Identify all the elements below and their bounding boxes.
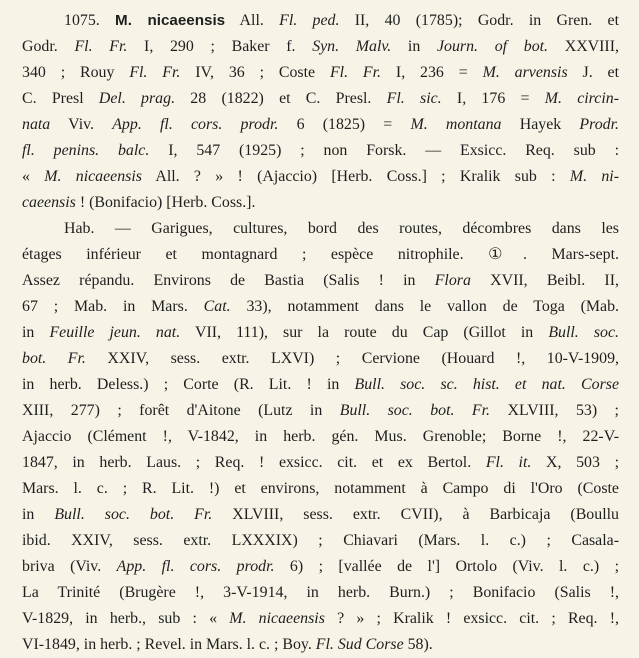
habitat-line: in Feuille jeun. nat. VII, 111), sur la route du Cap (Gillot in Bull. soc. xyxy=(22,324,619,341)
habitat-line: VI-1849, in herb. ; Revel. in Mars. l. c. ; Boy. Fl. Sud Corse 58). xyxy=(22,636,433,653)
habitat-line: Hab. — Garigues, cultures, bord des routes, décombres dans les xyxy=(64,220,619,237)
synonymy-line: « M. nicaeensis All. ? » ! (Ajaccio) [Herb. Coss.] ; Kralik sub : M. ni- xyxy=(22,168,619,185)
habitat-line: 1847, in herb. Laus. ; Req. ! exsicc. cit. et ex Bertol. Fl. it. X, 503 ; xyxy=(22,454,619,471)
habitat-line: bot. Fr. XXIV, sess. extr. LXVI) ; Cervione (Houard !, 10-V-1909, xyxy=(22,350,619,367)
habitat-line: XIII, 277) ; forêt d'Aitone (Lutz in Bull. soc. bot. Fr. XLVIII, 53) ; xyxy=(22,402,619,419)
habitat-line: La Trinité (Brugère !, 3-V-1914, in herb. Burn.) ; Bonifacio (Salis !, xyxy=(22,584,619,601)
synonymy-line: Godr. Fl. Fr. I, 290 ; Baker f. Syn. Malv. in Journ. of bot. XXVIII, xyxy=(22,38,619,55)
synonymy-line: caeensis ! (Bonifacio) [Herb. Coss.]. xyxy=(22,194,256,211)
synonymy-paragraph xyxy=(22,8,619,216)
synonymy-line: C. Presl Del. prag. 28 (1822) et C. Presl. Fl. sic. I, 176 = M. circin- xyxy=(22,90,619,107)
species-name: M. nicaeensis xyxy=(115,12,226,29)
habitat-line: Assez répandu. Environs de Bastia (Salis ! in Flora XVII, Beibl. II, xyxy=(22,272,619,289)
habitat-line: in Bull. soc. bot. Fr. XLVIII, sess. extr. CVII), à Barbicaja (Boullu xyxy=(22,506,619,523)
entry-number: 1075. xyxy=(64,12,116,29)
habitat-line: étages inférieur et montagnard ; espèce nitrophile. ①. Mars-sept. xyxy=(22,246,619,263)
habitat-line: 67 ; Mab. in Mars. Cat. 33), notamment dans le vallon de Toga (Mab. xyxy=(22,298,619,315)
synonymy-line: fl. penins. balc. I, 547 (1925) ; non Forsk. — Exsicc. Req. sub : xyxy=(22,142,619,159)
synonymy-line: nata Viv. App. fl. cors. prodr. 6 (1825) = M. montana Hayek Prodr. xyxy=(22,116,619,133)
habitat-line: Mars. l. c. ; R. Lit. !) et environs, notamment à Campo di l'Oro (Coste xyxy=(22,480,619,497)
habitat-line: briva (Viv. App. fl. cors. prodr. 6) ; [vallée de l'] Ortolo (Viv. l. c.) ; xyxy=(22,558,619,575)
habitat-paragraph xyxy=(22,216,619,658)
habitat-line: ibid. XXIV, sess. extr. LXXXIX) ; Chiavari (Mars. l. c.) ; Casala- xyxy=(22,532,619,549)
habitat-line: in herb. Deless.) ; Corte (R. Lit. ! in Bull. soc. sc. hist. et nat. Corse xyxy=(22,376,619,393)
synonymy-line: 1075. M. nicaeensis All. Fl. ped. II, 40 (1785); Godr. in Gren. et xyxy=(64,12,620,29)
habitat-line: V-1829, in herb., sub : « M. nicaeensis ? » ; Kralik ! exsicc. cit. ; Req. !, xyxy=(22,610,619,627)
synonymy-line: 340 ; Rouy Fl. Fr. IV, 36 ; Coste Fl. Fr. I, 236 = M. arvensis J. et xyxy=(22,64,620,81)
habitat-line: Ajaccio (Clément !, V-1842, in herb. gén. Mus. Grenoble; Borne !, 22-V- xyxy=(22,428,619,445)
